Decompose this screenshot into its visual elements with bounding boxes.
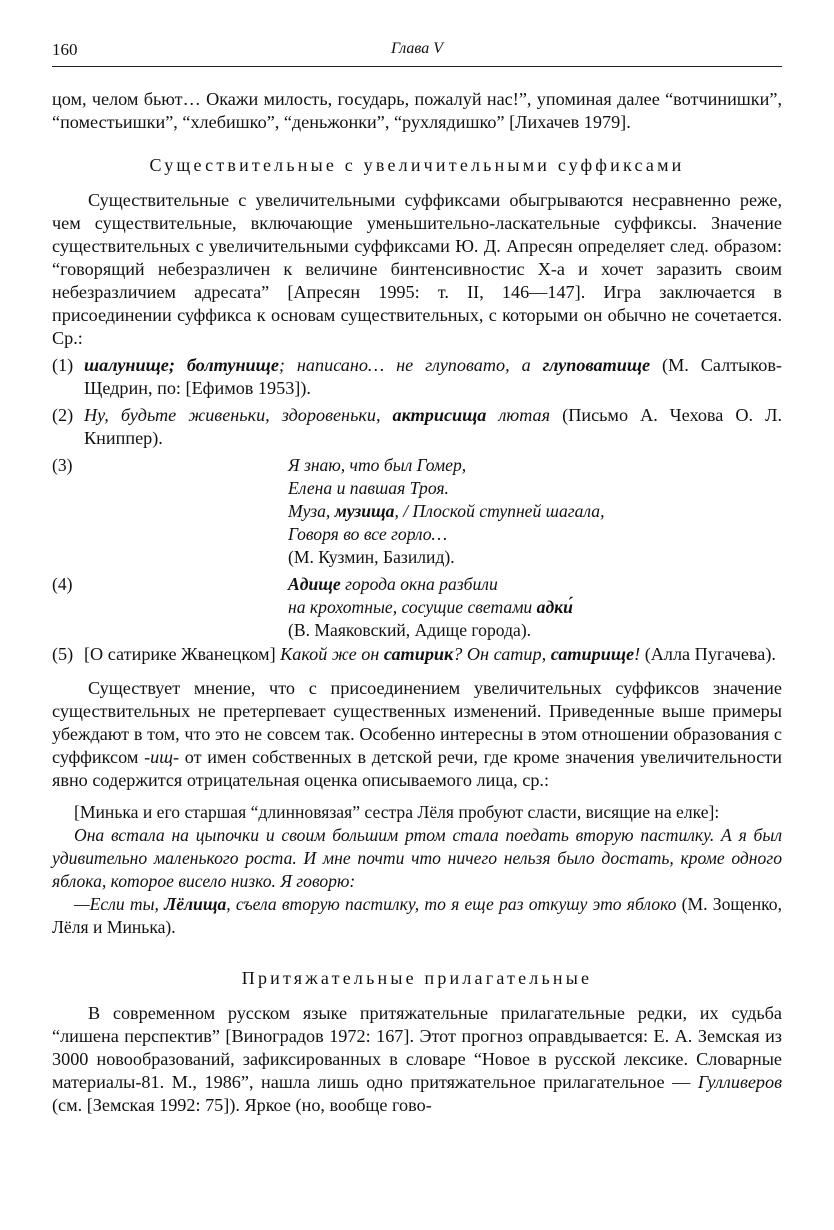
example-number: (4): [52, 574, 73, 594]
example-number: (1): [52, 355, 74, 375]
example-source: (В. Маяковский, Адище города).: [288, 620, 532, 640]
emphasized-word: болтунище: [186, 355, 279, 375]
emphasized-word: Адище: [288, 574, 341, 594]
section-heading-augmentative: Существительные с увеличительными суффиксами: [149, 155, 685, 175]
example-source: (М. Кузмин, Базилид).: [288, 547, 455, 567]
emphasized-word: сатирище: [550, 644, 635, 664]
example-number: (2): [52, 405, 74, 425]
example-number: (3): [52, 455, 73, 475]
emphasized-word: адки́: [536, 597, 573, 617]
example-5: (5) [О сатирике Жванецком] Какой же он сатирик? Он сатир, сатирище! (Алла Пугачева).: [52, 644, 776, 664]
page-number: 160: [52, 40, 78, 59]
emphasized-word: музища: [334, 501, 395, 521]
verse-lines: Я знаю, что был Гомер, Елена и павшая Троя. Муза, музища, / Плоской ступней шагала, Говоря во все горло… (М. Кузмин, Базилид).: [288, 455, 605, 567]
quote-body: Она встала на цыпочки и своим большим ртом стала поедать вторую пастилку. А я был удивительно маленького роста. И мне почти что ничего нельзя было достать, кроме одного яблока, которое висело низко. Я говорю:: [52, 825, 782, 891]
quote-source: (М. Зощенко, Лёля и Минька).: [52, 894, 783, 937]
example-source: (Алла Пугачева).: [640, 644, 776, 664]
verse-lines: Адище города окна разбили на крохотные, сосущие светами адки́ (В. Маяковский, Адище города).: [288, 574, 573, 640]
emphasized-word: шалунище: [84, 355, 169, 375]
page: [52, 30, 782, 1117]
example-1: (1) шалунище; болтунище; написано… не глуповато, а глуповатище (М. Салтыков-Щедрин, по: [Ефимов 1953]).: [52, 355, 782, 398]
quote-continuation: —Если ты, Лёлища, съела вторую пастилку, то я еще раз откушу это яблоко (М. Зощенко, Лёля и Минька).: [52, 894, 783, 937]
top-paragraph: цом, челом бьют… Окажи милость, государь, пожалуй нас!”, упоминая далее “вотчинишки”, “поместьишки”, “хлебишко”, “деньжонки”, “рухлядишко” [Лихачев 1979].: [52, 89, 782, 132]
example-2: (2) Ну, будьте живеньки, здоровеньки, актрисища лютая (Письмо А. Чехова О. Л. Книппер).: [52, 405, 782, 448]
running-header: [52, 30, 782, 67]
example-3: [52, 454, 782, 569]
example-number: (5): [52, 644, 74, 664]
example-4: [52, 573, 782, 642]
suffix-term: -ищ-: [144, 747, 180, 767]
emphasized-word: актрисища: [392, 405, 487, 425]
example-word: Гулливеров: [697, 1072, 782, 1092]
emphasized-word: сатирик: [383, 644, 454, 664]
chapter-title: Глава V: [390, 40, 444, 57]
analysis-paragraph: Существует мнение, что с присоединением увеличительных суффиксов значение существительных не претерпевает существенных изменений. Приведенные выше примеры убеждают в том, что это не совсем так. Особенно интересны в этом отношении образования с суффиксом -ищ- от имен собственных в детской речи, где кроме значения увеличительности явно содержится отрицательная оценка описываемого лица, ср.:: [52, 678, 782, 790]
quote-intro: [Минька и его старшая “длинновязая” сестра Лёля пробуют сласти, висящие на елке]:: [74, 802, 720, 822]
section-heading-possessive: Притяжательные прилагательные: [241, 968, 593, 988]
emphasized-word: глуповатище: [542, 355, 651, 375]
example-source: (М. Салтыков-Щедрин, по: [Ефимов 1953]).: [84, 355, 782, 398]
possessive-paragraph: В современном русском языке притяжательные прилагательные редки, их судьба “лишена перспектив” [Виноградов 1972: 167]. Этот прогноз оправдывается: Е. А. Земская из 3000 новообразований, зафиксированных в словаре “Новое в русской лексике. Словарные материалы-81. М., 1986”, нашла лишь одно притяжательное прилагательное — Гулливеров (см. [Земская 1992: 75]). Яркое (но, вообще гово-: [52, 1003, 782, 1115]
intro-paragraph: Существительные с увеличительными суффиксами обыгрываются несравненно реже, чем существительные, включающие уменьшительно-ласкательные суффиксы. Значение существительных с увеличительными суффиксами Ю. Д. Апресян определяет след. образом: “говорящий небезразличен к величине бинтенсивностис X-а и хочет заразить своим небезразличием адресата” [Апресян 1995: т. II, 146—147]. Игра заключается в присоединении суффикса к основам существительных, с которыми он обычно не сочетается. Ср.:: [52, 190, 782, 348]
emphasized-word: Лёлища: [164, 894, 227, 914]
example-source: (Письмо А. Чехова О. Л. Книппер).: [84, 405, 782, 448]
